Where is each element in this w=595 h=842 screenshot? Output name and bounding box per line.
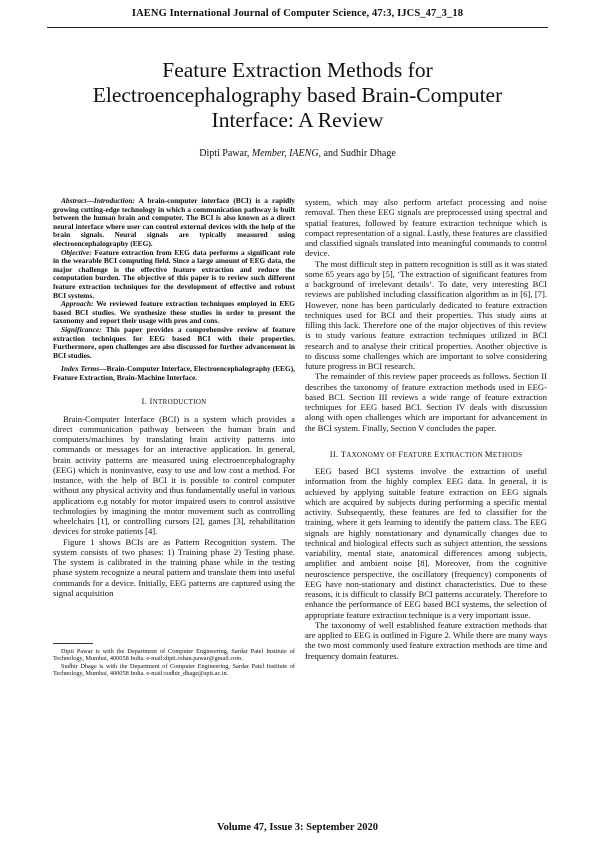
journal-header: IAENG International Journal of Computer Science, 47:3, IJCS_47_3_18	[131, 8, 464, 19]
intro-paragraph-2: Figure 1 shows BCIs are as Pattern Recognition system. The system consists of two phases: 1) Training phase 2) Testing phase. The system is calibrated in the training phase while in the testing phase system recognize a neural pattern and translate them into useful commands for a device. Initially, EEG patterns are captured using the signal acquisition	[53, 536, 295, 598]
section-heading-introduction	[53, 396, 295, 407]
body-paragraph: The most difficult step in pattern recognition is still as it was stated some 65 years ago by [5], ‘The extraction of significant features from a background of irrelevant details’. To date, very interesting BCI reviews are published including classification algorithm as in [6], [7]. However, none has been particularly dedicated to feature extraction techniques used for BCI and their properties. This study aims at filling this lack. Therefore one of the major objectives of this review is to study various feature extraction techniques utilized in BCI research and to analyse their critical properties. Another objective is to discuss some challenges which are important to solve considering future progress in BCI research.	[305, 258, 547, 371]
page-footer: Volume 47, Issue 3: September 2020	[216, 822, 378, 833]
abstract-lead: Abstract—Introduction:	[61, 196, 135, 205]
body-paragraph: EEG based BCI systems involve the extraction of useful information from the highly complex EEG data. In general, it is achieved by applying suitable feature extraction on EEG signals which are acquired by subjects during performing a specific mental activity. Subsequently, these features are fed to classifier for the training, where it gets learning to identify the pattern class. The EEG signals are highly nonstationary and dynamically changes due to technical and biological effects such as subject attention, the sessions variability, mental state, anatomical differences among subjects, amplifier and ambient noise [8]. Moreover, from the cognitive neuroscience perspective, the oscillatory (frequency) components of EEG have non-stationary and distinct characteristics. Due to these reasons, it is difficult to classify BCI patterns accurately. Therefore to enhance the performance of EEG based BCI systems, the selection of appropriate feature extraction technique is a very important issue.	[305, 466, 547, 620]
heading-rest: ETHODS	[492, 450, 523, 459]
heading-cap: F	[398, 448, 404, 459]
footnote-rule	[53, 643, 93, 644]
left-column	[53, 197, 295, 598]
heading-cap: E	[434, 448, 440, 459]
right-column	[305, 197, 547, 661]
title-line: Feature Extraction Methods for	[162, 58, 433, 82]
index-terms-lead: Index Terms	[61, 364, 100, 374]
author-list	[0, 148, 595, 159]
heading-cap: M	[484, 448, 493, 459]
body-paragraph: system, which may also perform artefact processing and noise removal. Then these EEG signals are preprocessed using spectral and spatial features, followed by feature extraction technique which is compact representation of a signal. Lastly, these features are classified and classified signals translated into meaningful commands to control device.	[305, 197, 547, 259]
index-terms	[53, 365, 295, 382]
section-heading-taxonomy	[305, 449, 547, 460]
abstract-text: A brain-computer interface (BCI) is a rapidly growing cutting-edge technology in which a communication pathway is built between the human brain and computer. The BCI is also known as a direct neural interface where user can control external devices with the help of the brain signals. Neural signals are typically measured using electroencephalography (EEG).	[53, 196, 295, 248]
abstract	[53, 197, 295, 382]
author-name: and Sudhir Dhage	[321, 148, 396, 159]
heading-cap: T	[340, 448, 347, 459]
approach-lead: Approach:	[61, 299, 94, 309]
title-line: Interface: A Review	[211, 108, 384, 132]
author-name: Dipti Pawar,	[199, 148, 252, 159]
header-rule	[47, 27, 548, 28]
heading-rest: EATURE	[403, 450, 435, 459]
section-heading-rest: NTRODUCTION	[152, 398, 207, 407]
section-number: I.	[141, 396, 150, 407]
significance-lead: Significance:	[61, 324, 102, 334]
abstract-objective	[53, 249, 295, 301]
intro-paragraph-1: Brain-Computer Interface (BCI) is a system which provides a direct communication pathway between the human brain and computers/machines by translating brain activity patterns into commands or messages for an interactive application. In general, brain activity patterns are measured using electroencephalography (EEG) which is noninvasive, easy to use and low cost a method. For instance, with the help of BCI it is possible to control computer without any physical activity and thus fundamentally useful in various applications e.g notably for motor impaired users to control assistive technologies by imagining the motor movement such as controlling wheelchairs [1], or controlling cursors [2], games [3], rehabilitation devices for stroke patients [4].	[53, 413, 295, 537]
abstract-significance	[53, 326, 295, 360]
title-line: Electroencephalography based Brain-Computer	[92, 83, 503, 107]
objective-lead: Objective:	[61, 247, 92, 257]
heading-rest: AXONOMY OF	[346, 450, 399, 459]
author-affiliation: Member, IAENG,	[251, 148, 322, 159]
significance-text: This paper provides a comprehensive review of feature extraction techniques for EEG based BCI with their properties. Furthermore, open challenges are also discussed for further advancement in BCI studies.	[53, 324, 295, 360]
approach-text: We reviewed feature extraction techniques employed in EEG based BCI studies. We synthesize these studies in order to present the taxonomy and report their usage with pros and cons.	[53, 299, 295, 326]
heading-rest: XTRACTION	[439, 450, 485, 459]
footnote: Dipti Pawar is with the Department of Computer Engineering, Sardar Patel Institute of Technology, Mumbai, 400058 India. e-mail:dipti.rohan.pawar@gmail.com.	[53, 648, 295, 663]
body-paragraph: The taxonomy of well established feature extraction methods that are applied to EEG is outlined in Figure 2. While there are many ways the two most commonly used feature extraction methods are time and frequency domain features.	[305, 619, 547, 661]
section-heading-cap: I	[149, 396, 153, 407]
footnote: Sudhir Dhage is with the Department of Computer Engineering, Sardar Patel Institute of Technology, Mumbai, 400058 India. e-mail:sudhir_dhage@spit.ac.in.	[53, 662, 295, 678]
footnotes	[53, 648, 295, 678]
paper-title	[40, 58, 555, 133]
body-paragraph: The remainder of this review paper proceeds as follows. Section II describes the taxonomy of feature extraction methods used in EEG-based BCI. Section III reviews a wide range of feature extraction techniques for EEG based BCI. Section IV deals with discussion along with open challenges which are important for advancement in the BCI system. Finally, Section V concludes the paper.	[305, 371, 547, 433]
abstract-intro	[53, 197, 295, 249]
section-number: II.	[329, 448, 341, 459]
objective-text: Feature extraction from EEG data performs a significant role in the wearable BCI computing field. Since a large amount of EEG data, the major challenge is the effective feature extraction and reduce the computation burden. The objective of this paper is to review such different feature extraction techniques for the development of effective and robust BCI systems.	[53, 247, 295, 300]
index-terms-text: —Brain-Computer Interface, Electroencephalography (EEG), Feature Extraction, Brain-Machine Interface.	[53, 364, 295, 382]
abstract-approach	[53, 300, 295, 326]
